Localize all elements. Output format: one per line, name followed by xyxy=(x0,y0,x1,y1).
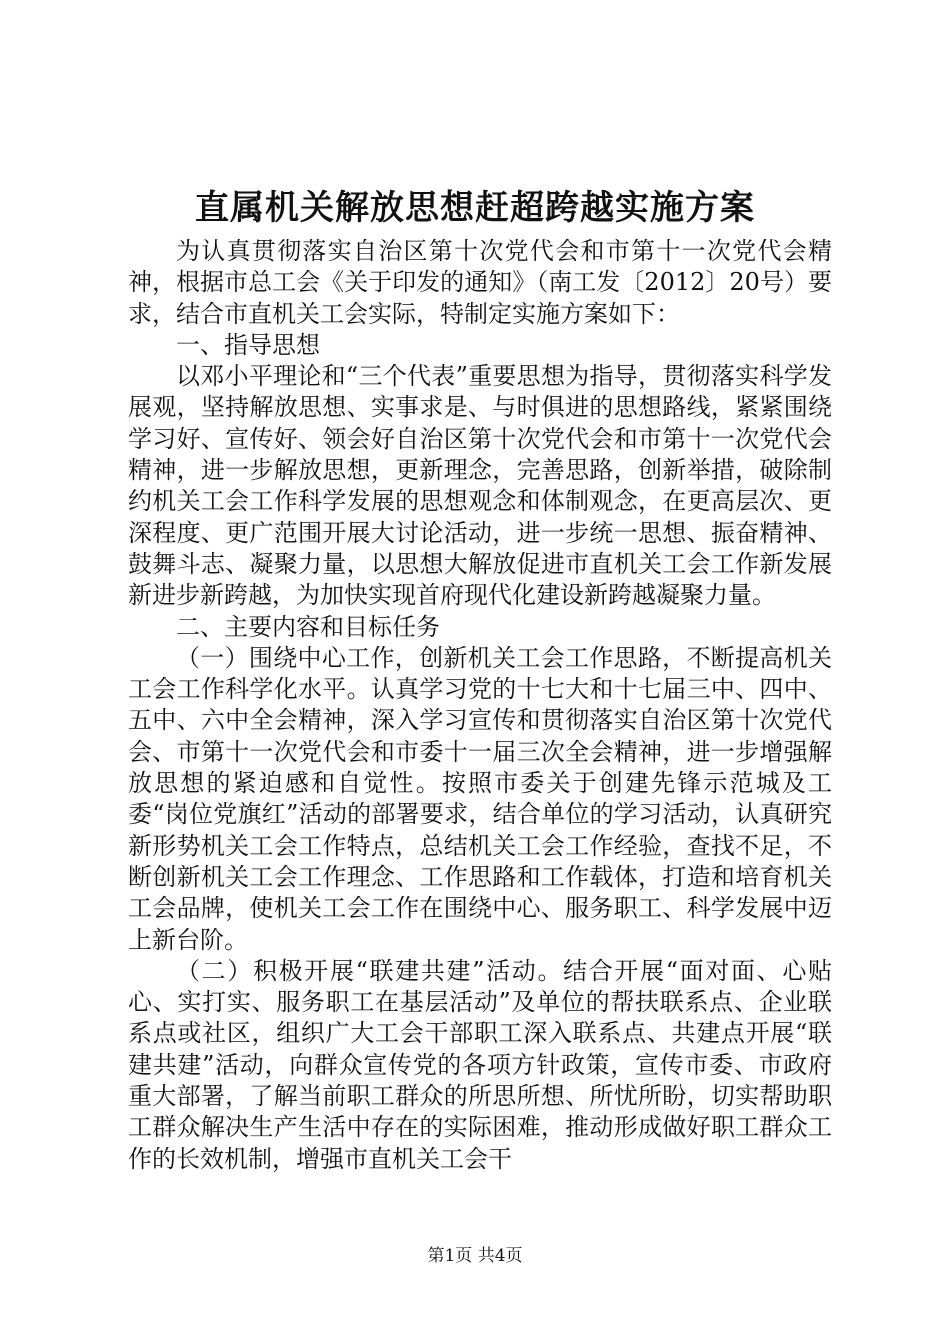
document-title: 直属机关解放思想赶超跨越实施方案 xyxy=(195,188,755,228)
document-body xyxy=(128,236,832,1175)
content-item-two-paragraph: （二）积极开展“联建共建”活动。结合开展“面对面、心贴心、实打实、服务职工在基层活动”及单位的帮扶联系点、企业联系点或社区，组织广大工会干部职工深入联系点、共建点开展“联建共建”活动，向群众宣传党的各项方针政策，宣传市委、市政府重大部署，了解当前职工群众的所思所想、所忧所盼，切实帮助职工群众解决生产生活中存在的实际困难，推动形成做好职工群众工作的长效机制，增强市直机关工会干 xyxy=(128,956,832,1173)
section-heading-main-content: 二、主要内容和目标任务 xyxy=(176,612,440,641)
content-item-one-paragraph: （一）围绕中心工作，创新机关工会工作思路，不断提高机关工会工作科学化水平。认真学习党的十七大和十七届三中、四中、五中、六中全会精神，深入学习宣传和贯彻落实自治区第十次党代会、市第十一次党代会和市委十一届三次全会精神，进一步增强解放思想的紧迫感和自觉性。按照市委关于创建先锋示范城及工委“岗位党旗红”活动的部署要求，结合单位的学习活动，认真研究新形势机关工会工作特点，总结机关工会工作经验，查找不足，不断创新机关工会工作理念、工作思路和工作载体，打造和培育机关工会品牌，使机关工会工作在围绕中心、服务职工、科学发展中迈上新台阶。 xyxy=(128,643,832,954)
intro-paragraph: 为认真贯彻落实自治区第十次党代会和市第十一次党代会精神，根据市总工会《关于印发的通知》（南工发〔2012〕20号）要求，结合市直机关工会实际，特制定实施方案如下： xyxy=(128,237,832,328)
page-footer: 第1页 共4页 xyxy=(427,1246,523,1266)
guiding-thought-paragraph: 以邓小平理论和“三个代表”重要思想为指导，贯彻落实科学发展观，坚持解放思想、实事求是、与时俱进的思想路线，紧紧围绕学习好、宣传好、领会好自治区第十次党代会和市第十一次党代会精神，进一步解放思想，更新理念，完善思路，创新举措，破除制约机关工会工作科学发展的思想观念和体制观念，在更高层次、更深程度、更广范围开展大讨论活动，进一步统一思想、振奋精神、鼓舞斗志、凝聚力量，以思想大解放促进市直机关工会工作新发展新进步新跨越，为加快实现首府现代化建设新跨越凝聚力量。 xyxy=(128,362,832,610)
section-heading-guiding-thought: 一、指导思想 xyxy=(176,330,320,359)
